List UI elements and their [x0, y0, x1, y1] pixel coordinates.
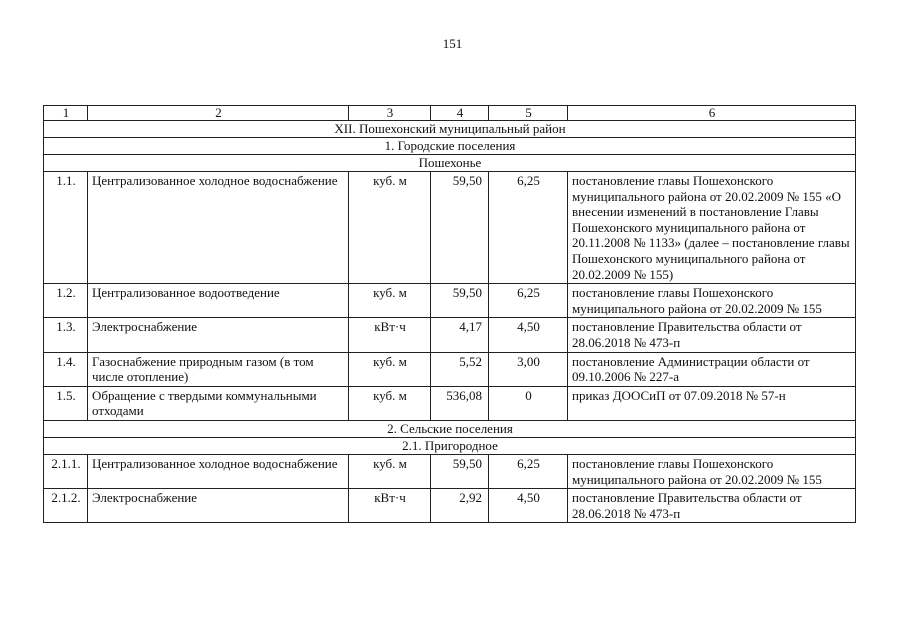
table-row	[44, 284, 856, 318]
unit-cell: куб. м	[349, 352, 431, 386]
settlement-title: 2.1. Пригородное	[44, 437, 856, 454]
service-name: Электроснабжение	[88, 318, 349, 352]
table-row	[44, 489, 856, 523]
legal-document: постановление главы Пошехонского муниципального района от 20.02.2009 № 155	[568, 284, 856, 318]
service-name: Централизованное холодное водоснабжение	[88, 172, 349, 284]
norm-value: 59,50	[431, 454, 489, 488]
settlement-title: Пошехонье	[44, 155, 856, 172]
unit-cell: куб. м	[349, 386, 431, 420]
legal-document: постановление главы Пошехонского муниципального района от 20.02.2009 № 155	[568, 454, 856, 488]
service-name: Обращение с твердыми коммунальными отходами	[88, 386, 349, 420]
row-number: 1.4.	[44, 352, 88, 386]
section-title: 2. Сельские поселения	[44, 420, 856, 437]
unit-cell: кВт·ч	[349, 318, 431, 352]
index-value: 6,25	[489, 454, 568, 488]
service-name: Электроснабжение	[88, 489, 349, 523]
index-value: 4,50	[489, 489, 568, 523]
index-value: 3,00	[489, 352, 568, 386]
service-name: Централизованное водоотведение	[88, 284, 349, 318]
subsection-row	[44, 155, 856, 172]
column-header: 2	[88, 106, 349, 121]
row-number: 1.5.	[44, 386, 88, 420]
legal-document: постановление Администрации области от 09.10.2006 № 227-а	[568, 352, 856, 386]
norm-value: 2,92	[431, 489, 489, 523]
table-row	[44, 318, 856, 352]
table-row	[44, 172, 856, 284]
table-row	[44, 386, 856, 420]
row-number: 2.1.2.	[44, 489, 88, 523]
norm-value: 4,17	[431, 318, 489, 352]
service-name: Централизованное холодное водоснабжение	[88, 454, 349, 488]
norm-value: 5,52	[431, 352, 489, 386]
column-header: 3	[349, 106, 431, 121]
norm-value: 59,50	[431, 172, 489, 284]
legal-document: приказ ДООСиП от 07.09.2018 № 57-н	[568, 386, 856, 420]
table-row	[44, 352, 856, 386]
index-value: 4,50	[489, 318, 568, 352]
subsection-row	[44, 437, 856, 454]
column-header: 5	[489, 106, 568, 121]
district-row	[44, 121, 856, 138]
page-number: 151	[442, 36, 463, 51]
column-header: 1	[44, 106, 88, 121]
row-number: 1.2.	[44, 284, 88, 318]
unit-cell: кВт·ч	[349, 489, 431, 523]
section-row	[44, 420, 856, 437]
row-number: 2.1.1.	[44, 454, 88, 488]
row-number: 1.1.	[44, 172, 88, 284]
tariff-table	[43, 105, 856, 523]
column-header: 6	[568, 106, 856, 121]
unit-cell: куб. м	[349, 454, 431, 488]
norm-value: 536,08	[431, 386, 489, 420]
section-row	[44, 138, 856, 155]
unit-cell: куб. м	[349, 284, 431, 318]
index-value: 6,25	[489, 284, 568, 318]
section-title: 1. Городские поселения	[44, 138, 856, 155]
row-number: 1.3.	[44, 318, 88, 352]
table-row	[44, 454, 856, 488]
legal-document: постановление Правительства области от 28.06.2018 № 473-п	[568, 318, 856, 352]
index-value: 0	[489, 386, 568, 420]
unit-cell: куб. м	[349, 172, 431, 284]
norm-value: 59,50	[431, 284, 489, 318]
index-value: 6,25	[489, 172, 568, 284]
column-number-row	[44, 106, 856, 121]
district-title: XII. Пошехонский муниципальный район	[44, 121, 856, 138]
service-name: Газоснабжение природным газом (в том числе отопление)	[88, 352, 349, 386]
column-header: 4	[431, 106, 489, 121]
legal-document: постановление Правительства области от 28.06.2018 № 473-п	[568, 489, 856, 523]
legal-document: постановление главы Пошехонского муниципального района от 20.02.2009 № 155 «О внесении изменений в постановление Главы Пошехонского муниципального района от 20.11.2008 № 1133» (далее – постановление главы Пошехонского муниципального района от 20.02.2009 № 155)	[568, 172, 856, 284]
